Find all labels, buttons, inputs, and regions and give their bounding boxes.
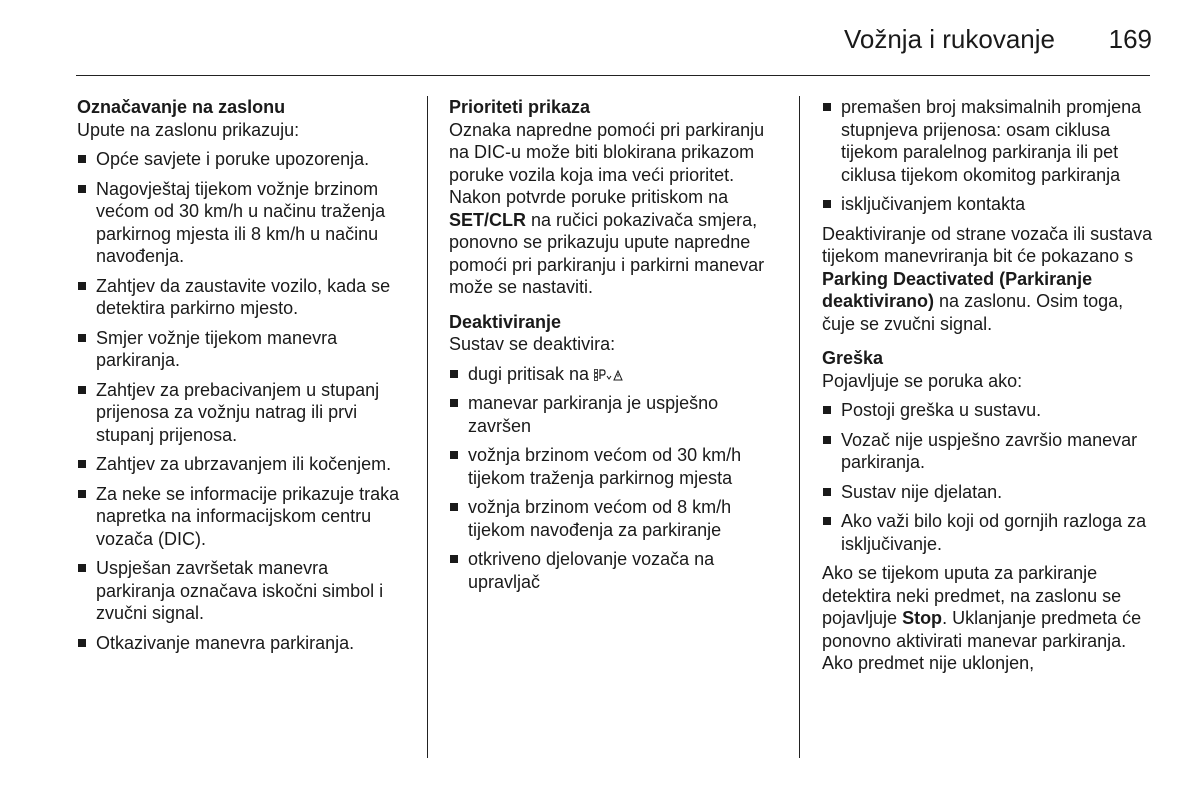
deactivation-paragraph: Deaktiviranje od strane vozača ili sustava tijekom manevriranja bit će pokazano s Parking Deactivated (Parkiranje deaktivirano) na zaslonu. Osim toga, čuje se zvučni signal.: [822, 223, 1153, 334]
bullet-icon: [450, 399, 458, 407]
set-clr-label: SET/CLR: [449, 209, 527, 230]
list-item: Vozač nije uspješno završio manevar parkiranja.: [822, 429, 1157, 474]
display-list: [77, 148, 412, 654]
stop-paragraph: Ako se tijekom uputa za parkiranje detektira neki predmet, na zaslonu se pojavljuje Stop. Uklanjanje predmeta će ponovno aktivirati manevar parkiranja. Ako predmet nije uklonjen,: [822, 563, 1142, 673]
bullet-icon: [450, 503, 458, 511]
heading-display: Označavanje na zaslonu: [77, 97, 286, 117]
list-item: Zahtjev za ubrzavanjem ili kočenjem.: [77, 453, 412, 476]
bullet-icon: [78, 334, 86, 342]
priorities-paragraph: Oznaka napredne pomoći pri parkiranju na DIC-u može biti blokirana prikazom poruke vozila koja ima veći prioritet. Nakon potvrde poruke pritiskom na SET/CLR na ručici pokazivača smjera, ponovno se prikazuju upute napredne pomoći pri parkiranju i parkirni manevar može se nastaviti.: [449, 119, 765, 297]
bullet-icon: [78, 564, 86, 572]
column-divider-2: [799, 96, 800, 758]
column-3: [822, 96, 1157, 675]
list-item: dugi pritisak na: [449, 363, 784, 386]
bullet-icon: [78, 460, 86, 468]
list-item: premašen broj maksimalnih promjena stupnjeva prijenosa: osam ciklusa tijekom paralelnog parkiranja ili pet ciklusa tijekom okomitog parkiranja: [822, 96, 1157, 186]
bullet-icon: [450, 451, 458, 459]
list-item: Uspješan završetak manevra parkiranja označava iskočni simbol i zvučni signal.: [77, 557, 412, 625]
heading-deactivation: Deaktiviranje: [449, 311, 562, 332]
bullet-icon: [823, 200, 831, 208]
bullet-icon: [78, 282, 86, 290]
column-2: [449, 96, 784, 593]
bullet-icon: [78, 155, 86, 163]
list-item: Ako važi bilo koji od gornjih razloga za isključivanje.: [822, 510, 1157, 555]
deactivation-list: [449, 363, 784, 594]
list-item: vožnja brzinom većom od 8 km/h tijekom navođenja za parkiranje: [449, 496, 784, 541]
bullet-icon: [823, 406, 831, 414]
page-number: 169: [1108, 24, 1152, 54]
list-item: Otkazivanje manevra parkiranja.: [77, 632, 412, 655]
bullet-icon: [78, 490, 86, 498]
list-item: Za neke se informacije prikazuje traka napretka na informacijskom centru vozača (DIC).: [77, 483, 412, 551]
list-item: otkriveno djelovanje vozača na upravljač: [449, 548, 784, 593]
bullet-icon: [823, 488, 831, 496]
column-1: [77, 96, 412, 654]
intro-text: Sustav se deaktivira:: [449, 334, 616, 354]
intro-text: Pojavljuje se poruka ako:: [822, 370, 1023, 391]
bullet-icon: [78, 185, 86, 193]
bullet-icon: [450, 370, 458, 378]
list-item: Smjer vožnje tijekom manevra parkiranja.: [77, 327, 412, 372]
list-item: Nagovještaj tijekom vožnje brzinom većom od 30 km/h u načinu traženja parkirnog mjesta ili 8 km/h u načinu navođenja.: [77, 178, 412, 268]
parking-assist-icon: [594, 369, 624, 381]
error-list: [822, 399, 1157, 555]
bullet-icon: [823, 103, 831, 111]
list-item: Sustav nije djelatan.: [822, 481, 1157, 504]
heading-error: Greška: [822, 348, 884, 368]
list-item: manevar parkiranja je uspješno završen: [449, 392, 784, 437]
heading-priorities: Prioriteti prikaza: [449, 97, 591, 117]
column-divider-1: [427, 96, 428, 758]
list-item: isključivanjem kontakta: [822, 193, 1157, 216]
deactivation-list-continued: [822, 96, 1157, 216]
stop-label: Stop: [902, 608, 943, 628]
bullet-icon: [78, 639, 86, 647]
section-title: Vožnja i rukovanje: [843, 24, 1055, 54]
list-item: Postoji greška u sustavu.: [822, 399, 1157, 422]
bullet-icon: [78, 386, 86, 394]
bullet-icon: [450, 555, 458, 563]
list-item: Zahtjev da zaustavite vozilo, kada se detektira parkirno mjesto.: [77, 275, 412, 320]
parking-deactivated-label: Parking Deactivated (Parkiranje deaktivirano): [822, 268, 1093, 311]
list-item: Opće savjete i poruke upozorenja.: [77, 148, 412, 171]
list-item: vožnja brzinom većom od 30 km/h tijekom traženja parkirnog mjesta: [449, 444, 784, 489]
intro-text: Upute na zaslonu prikazuju:: [77, 119, 300, 140]
bullet-icon: [823, 436, 831, 444]
header-rule: [76, 75, 1150, 76]
bullet-icon: [823, 517, 831, 525]
list-item: Zahtjev za prebacivanjem u stupanj prijenosa za vožnju natrag ili prvi stupanj prijenosa.: [77, 379, 412, 447]
